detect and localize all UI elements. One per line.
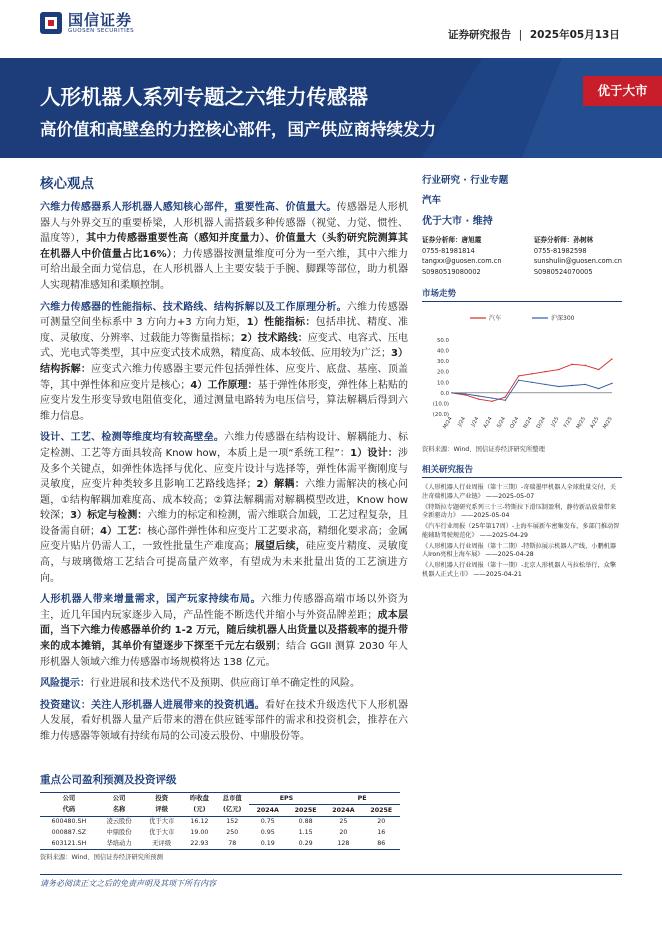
table-cell: 0.29 — [287, 839, 324, 850]
x-tick-label: S/24 — [496, 416, 508, 430]
x-tick-label: J/25 — [550, 416, 561, 428]
guosen-logo-icon — [40, 12, 62, 34]
table-cell: 0.75 — [260, 818, 275, 826]
paragraph-run: 六维力传感器在结构设计、解耦能力、标定检测、工艺等方面具较高 Know how，本质上是一项“系统工程”： — [40, 432, 409, 459]
data-point — [598, 388, 599, 389]
rating-line: 优于大市 · 维持 — [422, 216, 493, 227]
table-row — [40, 828, 400, 839]
data-point — [545, 371, 546, 372]
x-tick-label: M/25 — [602, 416, 614, 431]
analyst-cert: S0980524070005 — [533, 267, 593, 276]
report-item[interactable]: 《人形机器人行业周报（第十二期）-特斯拉展示机器人产线，小鹏机器人Iron亮相上海车展》 ——2025-04-28 — [422, 542, 617, 559]
data-point — [571, 385, 572, 386]
data-point — [571, 364, 572, 365]
data-point — [611, 359, 612, 360]
paragraph-run: 1）性能指标： — [246, 317, 316, 329]
table-cell: 86 — [363, 839, 400, 850]
y-tick-label: 30.0 — [436, 359, 449, 366]
section-title: 核心观点 — [40, 176, 94, 192]
x-tick-label: O/24 — [508, 416, 521, 431]
chart-source: 资料来源：Wind、国信证券经济研究所整理 — [422, 446, 545, 454]
paragraph-run: 4）工艺： — [100, 525, 148, 537]
market-trend-title: 市场走势 — [422, 287, 622, 302]
x-tick-label: N/24 — [522, 416, 534, 430]
paragraph — [40, 592, 408, 670]
y-tick-label: (20.0) — [432, 412, 449, 419]
th-rating-2: 评级 — [140, 805, 183, 817]
series-line-0 — [452, 359, 612, 401]
paragraph-run: 看好在技术升级迭代下人形机器人发展，看好机器人量产后带来的潜在供应链零部件的需求和投资机会，推荐在六维力传感器等领域有持续布局的公司凌云股份、中鼎股份等。 — [40, 699, 409, 742]
data-point — [558, 369, 559, 370]
x-tick-label: M/24 — [442, 416, 454, 431]
paragraph-run: 2）解耦： — [256, 479, 306, 491]
paragraph-lead: 投资建议：关注人形机器人进展带来的投资机遇。 — [40, 699, 266, 711]
paragraph-run: 1）设计： — [350, 447, 398, 459]
paragraph — [40, 676, 408, 692]
report-item[interactable]: 《人形机器人行业周报（第十三期）-奇瑞墨甲机器人全球批量交付，关注奇瑞机器人产业链》 ——2025-05-07 — [422, 484, 617, 501]
title-banner — [0, 58, 662, 158]
data-point — [585, 384, 586, 385]
industry-line: 行业研究 · 行业专题 — [422, 175, 509, 186]
report-date: 2025年05月13日 — [529, 29, 620, 41]
paragraph-lead: 设计、工艺、检测等维度均有较高壁垒。 — [40, 432, 225, 444]
report-type-line — [448, 27, 620, 42]
market-chart — [422, 306, 622, 442]
paragraph-run: 硅应变片精度、灵敏度高，与玻璃微熔工艺结合可提高量产效率，有望成为未来批量出货的工艺演进方向。 — [40, 541, 409, 584]
data-point — [611, 383, 612, 384]
x-tick-label: A/24 — [482, 416, 494, 430]
table-cell: 1.15 — [298, 829, 313, 837]
table-cell: 无评级 — [140, 839, 183, 850]
table-cell: 0.88 — [298, 818, 313, 826]
table-cell: 152 — [226, 818, 239, 826]
paragraph-run: 应变式六维力传感器主要元件包括弹性体、应变片、底盘、基座、顶盖等，其中弹性体和应变片是核心； — [40, 363, 409, 391]
th-mktcap-2: (亿元) — [216, 805, 249, 817]
paragraph-run: 核心部件弹性体和应变片工艺要求高，精细化要求高；金属应变片贴片仍需人工，一致性批量生产难度高； — [40, 525, 409, 553]
table-cell: 20 — [339, 829, 348, 837]
table-cell: 19.00 — [190, 829, 209, 837]
footer-disclaimer: 请务必阅读正文之后的免责声明及其项下所有内容 — [40, 879, 216, 888]
table-row — [40, 817, 400, 828]
th-name-2: 名称 — [98, 805, 141, 817]
banner-decoration — [362, 58, 662, 158]
paragraph-run: 成本层面，当下六维力传感器单价约 1-2 万元，随后续机器人出货量以及搭载率的提升带来的成本摊销，其单价有望逐步下探至千元左右级别 — [40, 609, 409, 653]
related-reports — [422, 484, 622, 579]
data-point — [531, 382, 532, 383]
paragraph-run: 行业进展和技术迭代不及预期、供应商订单不确定性的风险。 — [90, 678, 360, 690]
table-cell: 000887.SZ — [51, 829, 87, 837]
th-close-2: (元) — [183, 805, 216, 817]
paragraph-run: ；结合 GGII 测算 2030 年人形机器人领域六维力传感器市场规模将达 138 亿元。 — [40, 641, 409, 668]
th-eps: EPS — [249, 793, 325, 805]
analyst-2 — [534, 235, 622, 277]
line-chart — [422, 306, 622, 442]
forecast-title: 重点公司盈利预测及投资评级 — [40, 774, 177, 786]
x-tick-label: A/25 — [589, 416, 601, 430]
y-tick-label: 10.0 — [436, 380, 449, 387]
paragraph-run: 六维力的标定和检测，需六维联合加载，工艺过程复杂，且设备需自研； — [40, 510, 409, 537]
data-point — [545, 384, 546, 385]
paragraph-run: 六维力需解决的核心问题，①结构解耦加难度高、成本较高；②算法解耦需对解耦模型改进，Know how较深； — [40, 479, 409, 522]
th-rating: 投资 — [140, 793, 183, 805]
table-cell: 华培动力 — [98, 839, 141, 850]
th-mktcap: 总市值 — [216, 793, 249, 805]
forecast-table — [40, 792, 400, 850]
analyst-phone: 0755-81981814 — [422, 246, 475, 255]
table-cell: 603121.SH — [40, 839, 98, 850]
table-cell: 0.95 — [260, 829, 275, 837]
x-tick-label: F/25 — [562, 416, 574, 430]
x-tick-label: J/24 — [456, 416, 468, 428]
paragraph-run: 3）结构拆解： — [40, 348, 409, 375]
paragraph — [40, 698, 408, 745]
paragraph-run: 基于弹性体形变，弹性体上粘贴的应变片发生形变导致电阻值变化，通过测量电路转为电压信号，算法解耦后得到六维力信息。 — [40, 379, 409, 422]
data-point — [505, 397, 506, 398]
paragraph-run: 应变式、电容式、压电式、光电式等类型，其中应变式技术成熟，精度高、成本较低、应用较为广泛； — [40, 332, 408, 360]
paragraph-run: 3）标定与检测： — [70, 510, 148, 522]
analyst-1 — [422, 235, 502, 277]
report-title: 人形机器人系列专题之六维力传感器 — [40, 85, 368, 109]
report-item[interactable]: 《汽车行业周报（25年第17周）-上海车展新车密集发布，多部门推动智能辅助驾驶规范化》 ——2025-04-29 — [422, 523, 620, 539]
th-eps-2024: 2024A — [249, 805, 287, 817]
data-point — [478, 396, 479, 397]
th-close: 昨收盘 — [183, 793, 216, 805]
brand-sub: GUOSEN SECURITIES — [68, 27, 135, 34]
th-pe: PE — [324, 793, 400, 805]
table-cell: 128 — [324, 839, 362, 850]
analyst-role: 证券分析师：唐旭霞 — [422, 236, 482, 244]
paragraph-run: 传感器是人形机器人与外界交互的重要桥梁，人形机器人需搭载多种传感器（视觉、力觉、惯性、温度等）， — [40, 202, 409, 245]
x-tick-label: M/25 — [575, 416, 588, 431]
x-tick-label: J/24 — [470, 416, 481, 428]
data-point — [585, 365, 586, 366]
table-row — [40, 839, 400, 850]
y-tick-label: 50.0 — [436, 338, 449, 345]
y-tick-label: 40.0 — [436, 348, 449, 355]
top-bar — [0, 0, 662, 46]
analyst-phone: 0755-81982598 — [533, 246, 587, 255]
paragraph-run: 2）技术路线： — [240, 332, 308, 344]
paragraph-run: 六维力传感器可测量空间坐标系中 3 方向力+3 方向力矩， — [40, 301, 409, 329]
data-point — [478, 399, 479, 400]
paragraph-run: 六维力传感器高端市场以外资为主，近几年国内玩家逐步入局，产品性能不断迭代并缩小与外资品牌差距； — [40, 594, 409, 621]
footer-rule — [40, 874, 622, 875]
analyst-cert: S0980519080002 — [422, 267, 481, 276]
paragraph — [40, 200, 408, 294]
data-point — [598, 369, 599, 370]
data-point — [531, 374, 532, 375]
y-tick-label: (10.0) — [432, 401, 449, 408]
x-tick-label: D/24 — [535, 416, 548, 431]
report-type: 证券研究报告 — [448, 29, 511, 41]
data-point — [491, 401, 492, 402]
th-eps-2025: 2025E — [287, 805, 324, 817]
paragraph — [40, 300, 408, 425]
paragraph-lead: 六维力传感器的性能指标、技术路线、结构拆解以及工作原理分析。 — [40, 301, 347, 313]
related-title: 相关研究报告 — [422, 463, 622, 478]
analyst-email[interactable]: tangxx@guosen.com.cn — [422, 257, 502, 266]
sector-name: 汽车 — [422, 195, 442, 206]
data-point — [558, 386, 559, 387]
paragraph-run: 其中力传感器重要性高（感知并度量力）、价值量大（头豹研究院测算其在机器人中价值量占比16%） — [40, 233, 409, 260]
table-cell: 20 — [377, 818, 386, 826]
th-pe-2025: 2025E — [363, 805, 400, 817]
table-cell: 0.19 — [249, 839, 287, 850]
paragraph-lead: 人形机器人带来增量需求，国产玩家持续布局。 — [40, 594, 262, 606]
paragraph-lead: 风险提示： — [40, 678, 90, 690]
table-cell: 凌云股份 — [106, 818, 132, 826]
sidebar — [422, 172, 622, 581]
table-cell: 22.93 — [183, 839, 216, 850]
report-item[interactable]: 《特斯拉专题研究系列三十三-特斯拉下滑压制盈利，静待新品放量带来全新驱动力》 ——2025-05-04 — [422, 503, 617, 520]
table-cell: 优于大市 — [149, 829, 175, 837]
analyst-role: 证券分析师：孙树林 — [533, 236, 594, 244]
data-point — [518, 376, 519, 377]
th-code-2: 代码 — [40, 805, 98, 817]
divider: | — [518, 29, 523, 41]
th-name: 公司 — [98, 793, 141, 805]
brand-name: 国信证券 — [68, 10, 133, 29]
legend-label: 沪深300 — [551, 315, 575, 323]
paragraph — [40, 430, 408, 586]
report-subtitle: 高价值和高壁垒的力控核心部件，国产供应商持续发力 — [40, 120, 436, 139]
paragraph-list — [40, 200, 408, 745]
analyst-block — [422, 235, 622, 277]
paragraph-run: 包括串扰、精度、准度、灵敏度、分辨率、过载能力等衡量指标； — [40, 317, 408, 344]
y-tick-label: 0.0 — [440, 391, 449, 398]
forecast-body — [40, 817, 400, 850]
paragraph-run: 涉及多个关键点，如弹性体选择与优化、应变片设计与选择等，弹性体需平衡刚度与灵敏度，应变片种类较多且影响工艺路线选择； — [40, 447, 408, 491]
series-line-1 — [452, 381, 612, 401]
paragraph-run: 展望后续， — [254, 541, 306, 553]
data-point — [491, 398, 492, 399]
paragraph-lead: 六维力传感器系人形机器人感知核心部件，重要性高、价值量大。 — [40, 202, 337, 213]
legend-label: 汽车 — [489, 315, 502, 323]
paragraph-run: ；力传感器按测量维度可分为一至六维，其中六维力可给出最全面力觉信息，在人形机器人上主要安装于手腕、脚踝等部位，助力机器人实现精准感知和柔顺控制。 — [40, 248, 409, 291]
paragraph-run: 4）工作原理： — [190, 379, 258, 391]
th-pe-2024: 2024A — [324, 805, 362, 817]
analyst-email[interactable]: sunshulin@guosen.com.cn — [533, 257, 622, 266]
rating-tag: 优于大市 — [583, 76, 662, 106]
table-cell: 600480.SH — [51, 818, 87, 826]
table-cell: 中鼎股份 — [106, 829, 132, 837]
table-cell: 250 — [226, 829, 239, 837]
data-point — [451, 393, 452, 394]
table-cell: 16.12 — [190, 818, 209, 826]
data-point — [465, 394, 466, 395]
brand-logo — [40, 12, 134, 34]
table-cell: 25 — [339, 818, 348, 826]
core-views — [40, 172, 408, 751]
th-code: 公司 — [40, 793, 98, 805]
data-point — [518, 380, 519, 381]
table-cell: 优于大市 — [149, 818, 175, 826]
data-point — [505, 400, 506, 401]
report-item[interactable]: 《人形机器人行业周报（第十一期）-北京人形机器人马拉松举行，众擎机器人正式上市》 ——2025-04-21 — [422, 562, 617, 578]
y-tick-label: 20.0 — [436, 370, 449, 377]
table-cell: 78 — [216, 839, 249, 850]
forecast-source: 资料来源：Wind、国信证券经济研究所预测 — [40, 854, 163, 861]
table-cell: 16 — [377, 829, 386, 837]
